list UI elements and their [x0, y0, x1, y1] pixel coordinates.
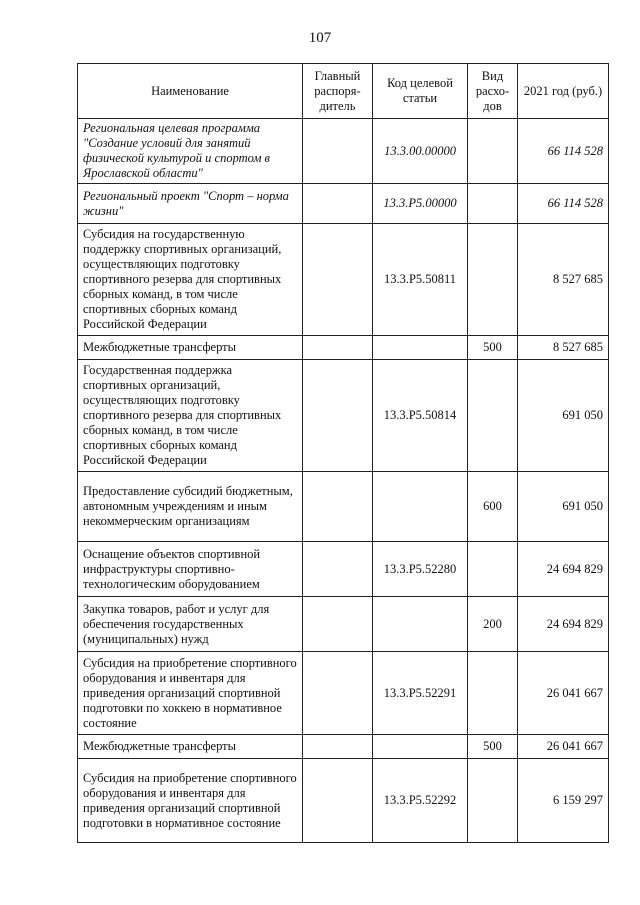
- row-code: 13.3.P5.52280: [373, 542, 468, 597]
- row-name: Субсидия на приобретение спортивного оборудования и инвентаря для приведения организаций спортивной подготовки в нормативное состояние: [78, 759, 303, 843]
- row-code: 13.3.P5.50814: [373, 360, 468, 472]
- row-code: 13.3.P5.52292: [373, 759, 468, 843]
- row-name: Межбюджетные трансферты: [78, 735, 303, 759]
- row-amount: 691 050: [518, 360, 609, 472]
- row-amount: 8 527 685: [518, 336, 609, 360]
- row-manager: [303, 119, 373, 184]
- header-amount: 2021 год (руб.): [518, 64, 609, 119]
- row-type: [468, 759, 518, 843]
- row-amount: 24 694 829: [518, 597, 609, 652]
- row-manager: [303, 597, 373, 652]
- row-type: [468, 542, 518, 597]
- row-amount: 26 041 667: [518, 735, 609, 759]
- row-manager: [303, 472, 373, 542]
- header-type: Вид расхо-дов: [468, 64, 518, 119]
- row-name: Региональный проект "Спорт – норма жизни": [78, 184, 303, 224]
- row-code: [373, 597, 468, 652]
- row-name: Оснащение объектов спортивной инфраструктуры спортивно-технологическим оборудованием: [78, 542, 303, 597]
- row-name: Межбюджетные трансферты: [78, 336, 303, 360]
- table-row: [78, 472, 609, 542]
- row-name: Региональная целевая программа "Создание условий для занятий физической культурой и спортом в Ярославской области": [78, 119, 303, 184]
- table-row: [78, 184, 609, 224]
- row-amount: 6 159 297: [518, 759, 609, 843]
- row-name: Субсидия на приобретение спортивного оборудования и инвентаря для приведения организаций спортивной подготовки по хоккею в нормативное состояние: [78, 652, 303, 735]
- table-row: [78, 336, 609, 360]
- row-type: 200: [468, 597, 518, 652]
- table-row: [78, 542, 609, 597]
- row-code: 13.3.P5.52291: [373, 652, 468, 735]
- table-body: [78, 119, 609, 843]
- table-row: [78, 119, 609, 184]
- page-number: 107: [308, 30, 332, 46]
- row-amount: 691 050: [518, 472, 609, 542]
- row-code: 13.3.P5.50811: [373, 224, 468, 336]
- row-amount: 8 527 685: [518, 224, 609, 336]
- row-manager: [303, 360, 373, 472]
- row-manager: [303, 184, 373, 224]
- row-code: [373, 472, 468, 542]
- row-name: Закупка товаров, работ и услуг для обеспечения государственных (муниципальных) нужд: [78, 597, 303, 652]
- row-manager: [303, 652, 373, 735]
- row-type: [468, 184, 518, 224]
- row-type: [468, 119, 518, 184]
- row-manager: [303, 542, 373, 597]
- table-row: [78, 735, 609, 759]
- row-type: [468, 652, 518, 735]
- header-code: Код целевой статьи: [373, 64, 468, 119]
- row-type: 500: [468, 735, 518, 759]
- row-manager: [303, 224, 373, 336]
- header-manager: Главный распоря-дитель: [303, 64, 373, 119]
- row-code: [373, 336, 468, 360]
- row-amount: 66 114 528: [518, 119, 609, 184]
- row-manager: [303, 336, 373, 360]
- row-amount: 66 114 528: [518, 184, 609, 224]
- table-row: [78, 652, 609, 735]
- table-header: [78, 64, 609, 119]
- row-name: Предоставление субсидий бюджетным, автономным учреждениям и иным некоммерческим организациям: [78, 472, 303, 542]
- row-manager: [303, 735, 373, 759]
- budget-table: [77, 63, 609, 843]
- row-name: Субсидия на государственную поддержку спортивных организаций, осуществляющих подготовку спортивного резерва для спортивных сборных команд, в том числе спортивных сборных команд Российской Федерации: [78, 224, 303, 336]
- row-type: 500: [468, 336, 518, 360]
- row-type: [468, 360, 518, 472]
- table-row: [78, 597, 609, 652]
- row-amount: 26 041 667: [518, 652, 609, 735]
- row-code: 13.3.P5.00000: [373, 184, 468, 224]
- table-row: [78, 224, 609, 336]
- header-name: Наименование: [78, 64, 303, 119]
- row-manager: [303, 759, 373, 843]
- row-amount: 24 694 829: [518, 542, 609, 597]
- row-code: 13.3.00.00000: [373, 119, 468, 184]
- table-row: [78, 759, 609, 843]
- row-type: 600: [468, 472, 518, 542]
- table-row: [78, 360, 609, 472]
- row-type: [468, 224, 518, 336]
- row-name: Государственная поддержка спортивных организаций, осуществляющих подготовку спортивного резерва для спортивных сборных команд, в том числе спортивных сборных команд Российской Федерации: [78, 360, 303, 472]
- row-code: [373, 735, 468, 759]
